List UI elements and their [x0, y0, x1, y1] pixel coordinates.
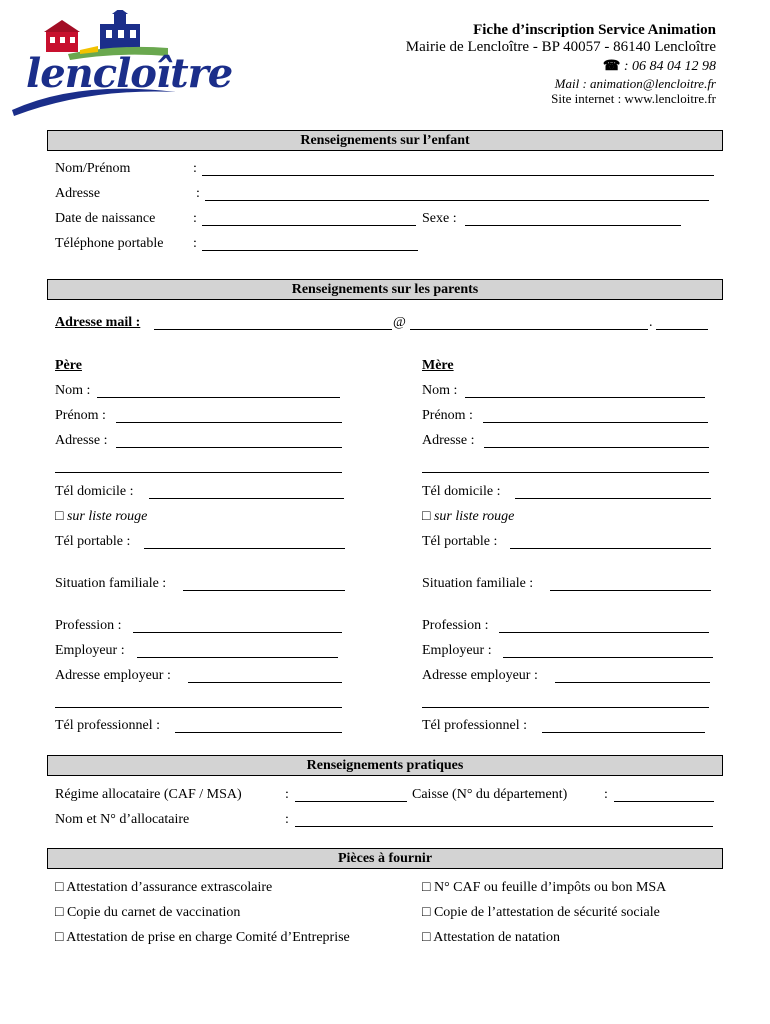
doc-assurance-label: Attestation d’assurance extrascolaire	[66, 880, 273, 895]
father-situation-field[interactable]	[183, 577, 345, 591]
child-address-colon: :	[196, 186, 200, 201]
child-name-label: Nom/Prénom	[55, 161, 131, 176]
doc-natation[interactable]	[422, 930, 560, 946]
mother-telport-label: Tél portable :	[422, 534, 498, 549]
mother-prenom-field[interactable]	[483, 409, 708, 423]
father-liste-rouge[interactable]	[55, 509, 147, 525]
child-name-colon: :	[193, 161, 197, 176]
doc-caf-label: N° CAF ou feuille d’impôts ou bon MSA	[433, 880, 667, 895]
lencloitre-logo	[8, 10, 233, 122]
father-telpro-field[interactable]	[175, 719, 342, 733]
mother-teldom-label: Tél domicile :	[422, 484, 501, 499]
mother-situation-label: Situation familiale :	[422, 576, 534, 591]
regime-label: Régime allocataire (CAF / MSA)	[55, 787, 242, 802]
child-mobile-label: Téléphone portable	[55, 236, 164, 251]
doc-assurance[interactable]	[55, 880, 272, 896]
section-documents-header: Pièces à fournir	[47, 848, 723, 869]
mother-adr-employeur-label: Adresse employeur :	[422, 668, 538, 683]
checkbox-icon[interactable]: □	[55, 930, 64, 945]
father-telpro-label: Tél professionnel :	[55, 718, 160, 733]
mother-telport-field[interactable]	[510, 535, 711, 549]
mother-employeur-field[interactable]	[503, 644, 713, 658]
child-birth-colon: :	[193, 211, 197, 226]
doc-comite-label: Attestation de prise en charge Comité d’Entreprise	[66, 930, 350, 945]
mother-telpro-field[interactable]	[542, 719, 705, 733]
mairie-address: Mairie de Lencloître - BP 40057 - 86140 Lencloître	[405, 39, 716, 55]
child-name-field[interactable]	[202, 162, 714, 176]
child-mobile-field[interactable]	[202, 237, 418, 251]
father-adresse-label: Adresse :	[55, 433, 108, 448]
mother-profession-field[interactable]	[499, 619, 709, 633]
email-label: Adresse mail :	[55, 315, 141, 330]
father-telport-label: Tél portable :	[55, 534, 131, 549]
checkbox-icon[interactable]: □	[55, 509, 64, 524]
mother-employeur-label: Employeur :	[422, 643, 492, 658]
father-nom-field[interactable]	[97, 384, 340, 398]
father-employeur-label: Employeur :	[55, 643, 125, 658]
mother-nom-field[interactable]	[465, 384, 705, 398]
doc-vaccination-label: Copie du carnet de vaccination	[66, 905, 241, 920]
mother-adr-employeur-field-2[interactable]	[422, 694, 709, 708]
email-at: @	[393, 315, 406, 330]
phone-number: : 06 84 04 12 98	[623, 59, 716, 74]
father-adr-employeur-field-2[interactable]	[55, 694, 342, 708]
mother-teldom-field[interactable]	[515, 485, 711, 499]
mother-prenom-label: Prénom :	[422, 408, 473, 423]
email-tld-field[interactable]	[656, 316, 708, 330]
doc-secu[interactable]	[422, 905, 660, 921]
regime-field[interactable]	[295, 788, 407, 802]
mother-adresse-field-2[interactable]	[422, 459, 709, 473]
allocataire-colon: :	[285, 812, 289, 827]
section-parents-header: Renseignements sur les parents	[47, 279, 723, 300]
father-telport-field[interactable]	[144, 535, 345, 549]
mother-nom-label: Nom :	[422, 383, 458, 398]
website: Site internet : www.lencloitre.fr	[551, 91, 716, 106]
father-employeur-field[interactable]	[137, 644, 338, 658]
doc-natation-label: Attestation de natation	[433, 930, 560, 945]
child-birth-field[interactable]	[202, 212, 416, 226]
form-title: Fiche d’inscription Service Animation	[473, 22, 716, 38]
father-adresse-field[interactable]	[116, 434, 342, 448]
caisse-label: Caisse (N° du département)	[412, 787, 568, 802]
checkbox-icon[interactable]: □	[55, 905, 64, 920]
father-heading: Père	[55, 358, 82, 373]
child-address-label: Adresse	[55, 186, 101, 201]
phone-line	[603, 58, 716, 75]
mother-heading: Mère	[422, 358, 454, 373]
contact-email: Mail : animation@lencloitre.fr	[554, 76, 716, 91]
father-situation-label: Situation familiale :	[55, 576, 167, 591]
mother-liste-rouge[interactable]	[422, 509, 514, 525]
father-adr-employeur-label: Adresse employeur :	[55, 668, 171, 683]
father-nom-label: Nom :	[55, 383, 91, 398]
father-liste-rouge-label: sur liste rouge	[66, 509, 148, 524]
doc-vaccination[interactable]	[55, 905, 240, 921]
checkbox-icon[interactable]: □	[422, 905, 431, 920]
child-birth-label: Date de naissance	[55, 211, 156, 226]
phone-icon: ☎	[602, 59, 621, 74]
logo-wordmark: lencloître	[26, 50, 233, 97]
child-mobile-colon: :	[193, 236, 197, 251]
section-practical-header: Renseignements pratiques	[47, 755, 723, 776]
mother-telpro-label: Tél professionnel :	[422, 718, 527, 733]
father-profession-label: Profession :	[55, 618, 122, 633]
allocataire-label: Nom et N° d’allocataire	[55, 812, 190, 827]
doc-caf[interactable]	[422, 880, 666, 896]
mother-situation-field[interactable]	[550, 577, 711, 591]
doc-comite[interactable]	[55, 930, 350, 946]
email-dot: .	[649, 315, 653, 330]
regime-colon: :	[285, 787, 289, 802]
checkbox-icon[interactable]: □	[422, 509, 431, 524]
father-adr-employeur-field[interactable]	[188, 669, 342, 683]
checkbox-icon[interactable]: □	[422, 880, 431, 895]
father-prenom-field[interactable]	[116, 409, 342, 423]
email-user-field[interactable]	[154, 316, 392, 330]
doc-secu-label: Copie de l’attestation de sécurité sociale	[433, 905, 660, 920]
caisse-colon: :	[604, 787, 608, 802]
child-sex-label: Sexe :	[422, 211, 457, 226]
caisse-field[interactable]	[614, 788, 714, 802]
child-address-field[interactable]	[205, 187, 709, 201]
father-profession-field[interactable]	[133, 619, 342, 633]
mother-adresse-label: Adresse :	[422, 433, 475, 448]
mother-liste-rouge-label: sur liste rouge	[433, 509, 515, 524]
email-domain-field[interactable]	[410, 316, 648, 330]
mother-adr-employeur-field[interactable]	[555, 669, 710, 683]
father-teldom-field[interactable]	[149, 485, 344, 499]
father-teldom-label: Tél domicile :	[55, 484, 134, 499]
mother-adresse-field[interactable]	[484, 434, 709, 448]
checkbox-icon[interactable]: □	[422, 930, 431, 945]
section-child-header: Renseignements sur l’enfant	[47, 130, 723, 151]
allocataire-field[interactable]	[295, 813, 713, 827]
father-prenom-label: Prénom :	[55, 408, 106, 423]
father-adresse-field-2[interactable]	[55, 459, 342, 473]
child-sex-field[interactable]	[465, 212, 681, 226]
mother-profession-label: Profession :	[422, 618, 489, 633]
checkbox-icon[interactable]: □	[55, 880, 64, 895]
